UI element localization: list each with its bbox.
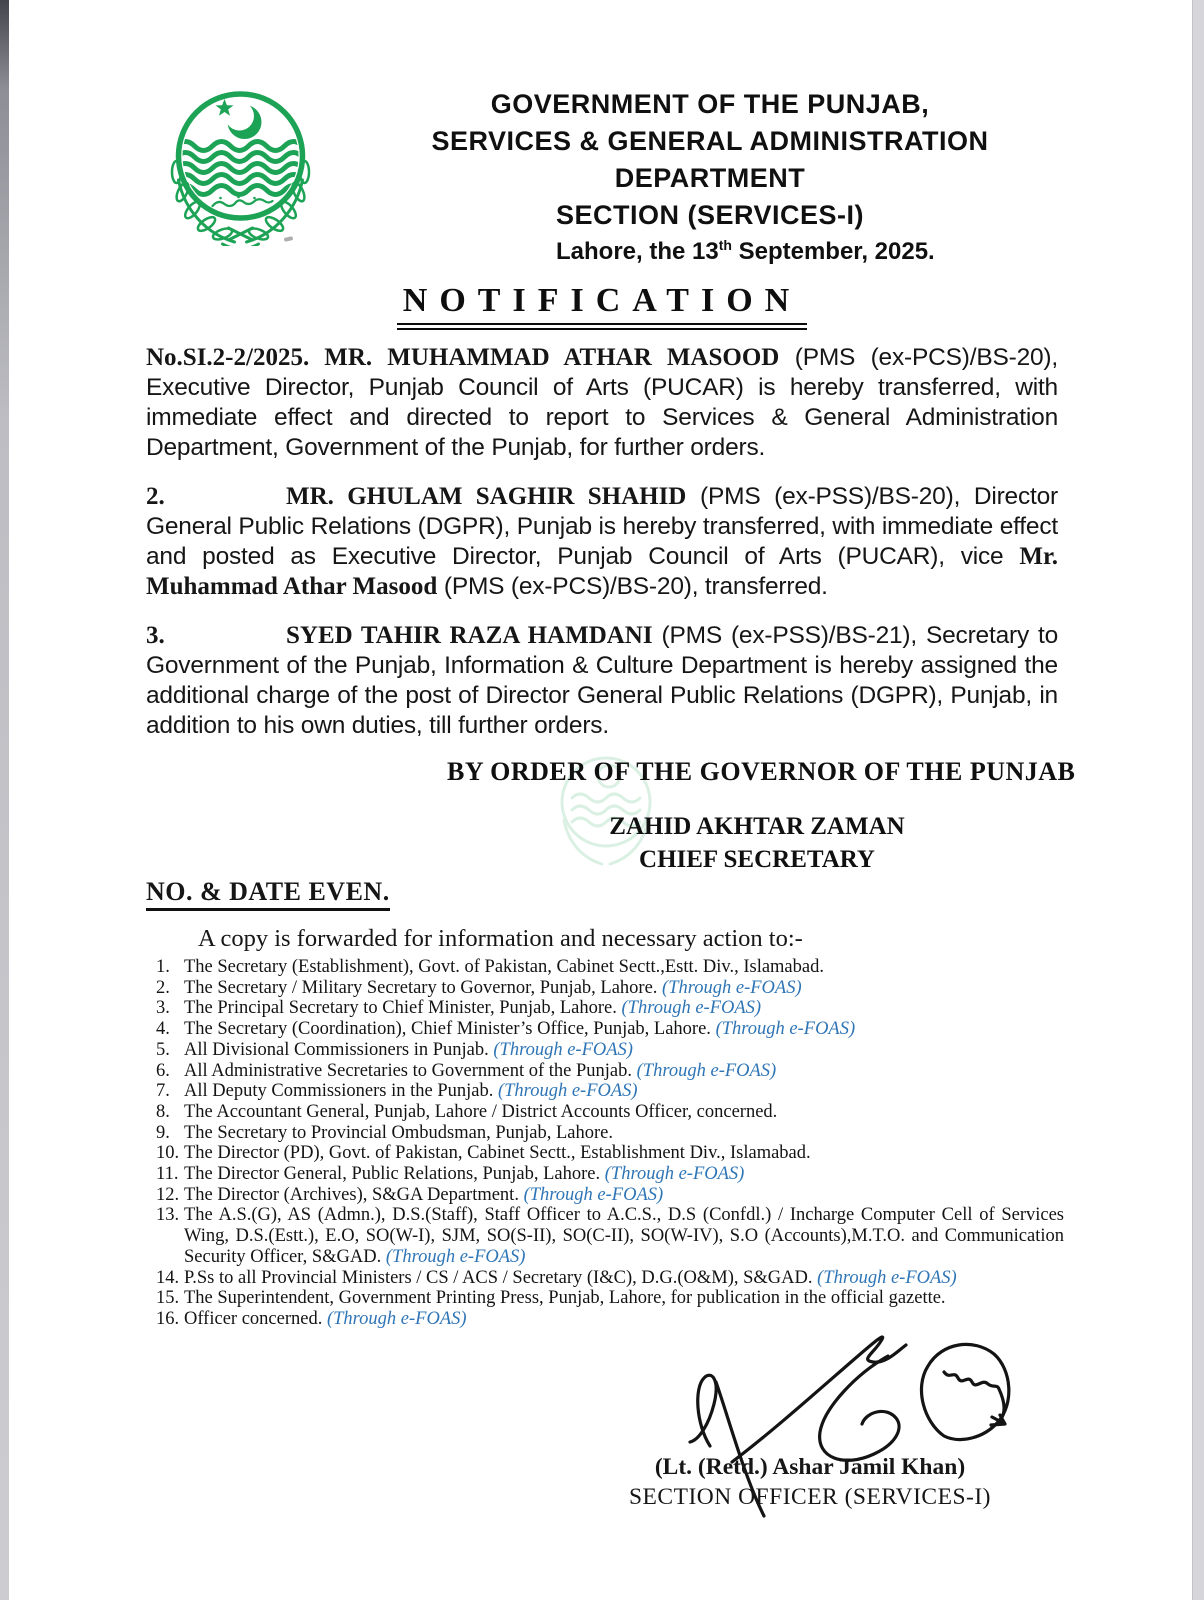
item-text: The Secretary / Military Secretary to Governor, Punjab, Lahore. [184,977,663,998]
paragraph-text: No.SI.2-2/2025. MR. MUHAMMAD ATHAR MASOOD [146,344,780,371]
item-number: 11. [156,1164,179,1185]
distribution-item [156,1061,1064,1082]
distribution-item [156,1309,1064,1330]
paragraph-text: SYED TAHIR RAZA HAMDANI [286,622,653,649]
distribution-item [156,1040,1064,1061]
notification-paragraph [146,482,1058,602]
item-text: The Secretary to Provincial Ombudsman, Punjab, Lahore. [184,1122,613,1143]
header-line: SERVICES & GENERAL ADMINISTRATION [431,126,989,156]
paragraph-text: (PMS (ex-PSS)/BS-20), Director General Public Relations (DGPR), Punjab is hereby transferred, with immediate effect and posted as Executive Director, Punjab Council of Arts (PUCAR), vice [146,483,1058,570]
notification-body [146,343,1058,760]
reference-line: NO. & DATE EVEN. [146,877,390,911]
item-text: The Superintendent, Government Printing Press, Punjab, Lahore, for publication in the official gazette. [184,1288,946,1309]
item-number: 13. [156,1205,180,1226]
item-text: All Divisional Commissioners in Punjab. [184,1039,494,1060]
header-line: SECTION (SERVICES-I) [555,200,865,230]
paragraph-number: 2. [146,483,165,510]
item-number: 8. [156,1101,170,1122]
distribution-item [156,978,1064,999]
item-text: The Secretary (Establishment), Govt. of Pakistan, Cabinet Sectt.,Estt. Div., Islamabad. [184,957,824,977]
distribution-item [156,1185,1064,1206]
signatory-block [567,810,947,876]
item-number: 6. [156,1060,170,1081]
punjab-government-emblem-logo [138,86,343,246]
officer-name: (Lt. (Retd.) Ashar Jamil Khan) [654,1454,966,1480]
efoas-note: (Through e-FOAS) [604,1164,745,1185]
item-text: All Administrative Secretaries to Government of the Punjab. [184,1060,637,1081]
efoas-note: (Through e-FOAS) [385,1246,526,1267]
paragraph-text: (PMS (ex-PSS)/BS-21), Secretary to Government of the Punjab, Information & Culture Department is hereby assigned the additional charge of the post of Director General Public Relations (DGPR), Punjab, in addition to his own duties, till further orders. [146,622,1058,739]
efoas-note: (Through e-FOAS) [715,1019,856,1040]
notification-title: NOTIFICATION [397,282,807,330]
distribution-item [156,1143,1064,1164]
item-text: All Deputy Commissioners in the Punjab. [184,1081,498,1102]
item-text: The Principal Secretary to Chief Minister, Punjab, Lahore. [184,998,622,1019]
notification-paragraph [146,621,1058,741]
department-header [350,86,1070,234]
item-number: 10. [156,1143,180,1164]
item-number: 5. [156,1039,170,1060]
section-officer-block [600,1452,1020,1512]
signatory-title: CHIEF SECRETARY [639,846,875,873]
item-number: 12. [156,1184,180,1205]
paragraph-number: 3. [146,622,165,649]
distribution-item [156,1102,1064,1123]
item-number: 9. [156,1122,170,1143]
item-number: 15. [156,1288,180,1309]
item-text: P.Ss to all Provincial Ministers / CS / ACS / Secretary (I&C), D.G.(O&M), S&GAD. [184,1267,818,1288]
distribution-item [156,1123,1064,1144]
distribution-list [156,957,1064,1330]
distribution-item [156,1164,1064,1185]
item-number: 14. [156,1267,180,1288]
distribution-item [156,1268,1064,1289]
efoas-note: (Through e-FOAS) [523,1184,664,1205]
by-order-line: BY ORDER OF THE GOVERNOR OF THE PUNJAB [447,757,1076,786]
item-number: 3. [156,998,170,1019]
item-text: The Director (Archives), S&GA Department. [184,1184,524,1205]
notification-paragraph [146,343,1058,463]
signatory-name: ZAHID AKHTAR ZAMAN [609,813,905,840]
copy-forward-line: A copy is forwarded for information and necessary action to:- [198,925,803,952]
item-number: 4. [156,1019,170,1040]
item-text: The Secretary (Coordination), Chief Minister’s Office, Punjab, Lahore. [184,1019,716,1040]
officer-title: SECTION OFFICER (SERVICES-I) [628,1484,992,1510]
photo-edge-left [0,0,9,1600]
item-number: 2. [156,977,170,998]
efoas-note: (Through e-FOAS) [636,1060,777,1081]
ordinal-superscript: th [718,237,732,253]
item-number: 16. [156,1308,180,1329]
distribution-item [156,998,1064,1019]
efoas-note: (Through e-FOAS) [497,1081,638,1102]
efoas-note: (Through e-FOAS) [493,1039,633,1060]
paragraph-text: (PMS (ex-PCS)/BS-20), transferred. [437,573,828,600]
item-text: Officer concerned. [184,1308,327,1329]
paragraph-text: Mr. Muhammad Athar Masood [146,543,1058,600]
distribution-item [156,1019,1064,1040]
efoas-note: (Through e-FOAS) [662,977,802,998]
item-number: 1. [156,957,170,977]
paragraph-text: (PMS (ex-PCS)/BS-20), Executive Director, Punjab Council of Arts (PUCAR) is hereby transferred, with immediate effect and directed to report to Services & General Administration Department, Government of the Punjab, for further orders. [146,344,1058,461]
distribution-item [156,1288,1064,1309]
item-number: 7. [156,1081,170,1102]
photo-edge-right [1192,0,1204,1600]
distribution-item [156,1081,1064,1102]
item-text: The Director General, Public Relations, Punjab, Lahore. [184,1164,605,1185]
date-line: Lahore, the 13th September, 2025. [556,237,935,265]
header-line: GOVERNMENT OF THE PUNJAB, [490,89,930,119]
distribution-item [156,957,1064,978]
item-text: The Accountant General, Punjab, Lahore / District Accounts Officer, concerned. [184,1101,778,1122]
header-line: DEPARTMENT [614,163,806,193]
paragraph-text: MR. GHULAM SAGHIR SHAHID [286,483,687,510]
item-text: The Director (PD), Govt. of Pakistan, Cabinet Sectt., Establishment Div., Islamabad. [184,1143,811,1164]
item-text: The A.S.(G), AS (Admn.), D.S.(Staff), Staff Officer to A.C.S., D.S (Confdl.) / Incharge Computer Cell of Services Wing, D.S.(Estt.), E.O, SO(W-I), SJM, SO(S-II), SO(C-II), SO(W-IV), S.O (Accounts),M.T.O. and Communication Security Officer, S&GAD. [184,1205,1064,1267]
efoas-note: (Through e-FOAS) [621,998,762,1019]
distribution-item [156,1205,1064,1267]
efoas-note: (Through e-FOAS) [326,1308,467,1329]
efoas-note: (Through e-FOAS) [817,1267,957,1288]
